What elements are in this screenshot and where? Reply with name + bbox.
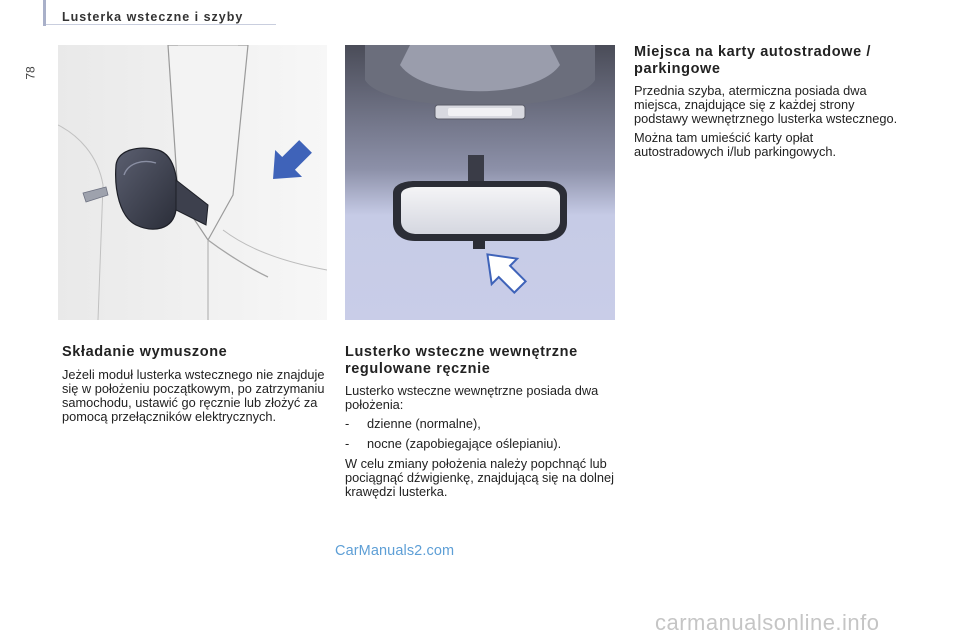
page-number: 78 (23, 66, 38, 80)
list-item (345, 417, 615, 431)
watermark-footer: carmanualsonline.info (655, 610, 880, 635)
watermark-link[interactable]: CarManuals2.com (335, 543, 455, 559)
right-paragraph-2: Można tam umieścić karty opłat autostradowych i/lub parkingowych. (634, 130, 837, 159)
left-paragraph: Jeżeli moduł lusterka wstecznego nie znajduje się w położeniu początkowym, po zatrzymaniu samochodu, ustawić go ręcznie lub złożyć za pomocą przełączników elektrycznych. (62, 367, 325, 424)
door-mirror-illustration (58, 45, 327, 320)
middle-body (345, 384, 615, 504)
right-heading: Miejsca na karty autostradowe / parkingowe (634, 44, 871, 77)
bullet-dash: - (345, 436, 350, 451)
left-body (62, 368, 330, 429)
bullet-dash: - (345, 416, 350, 431)
bullet-text: nocne (zapobiegające oślepianiu). (367, 436, 562, 451)
list-item (345, 437, 615, 451)
section-title: Lusterka wsteczne i szyby (62, 10, 244, 24)
middle-intro: Lusterko wsteczne wewnętrzne posiada dwa położenia: (345, 383, 599, 412)
header-rule (46, 24, 276, 25)
right-paragraph-1: Przednia szyba, atermiczna posiada dwa miejsca, znajdujące się z każdej strony podstawy wewnętrznego lusterka wstecznego. (634, 83, 898, 126)
header-accent-bar (43, 0, 46, 26)
bullet-text: dzienne (normalne), (367, 416, 481, 431)
left-heading: Składanie wymuszone (62, 344, 228, 360)
middle-outro: W celu zmiany położenia należy popchnąć lub pociągnąć dźwigienkę, znajdującą się na dolnej krawędzi lusterka. (345, 456, 614, 499)
interior-mirror-illustration (345, 45, 615, 320)
middle-heading: Lusterko wsteczne wewnętrzne regulowane ręcznie (345, 344, 578, 377)
right-body (634, 84, 904, 164)
